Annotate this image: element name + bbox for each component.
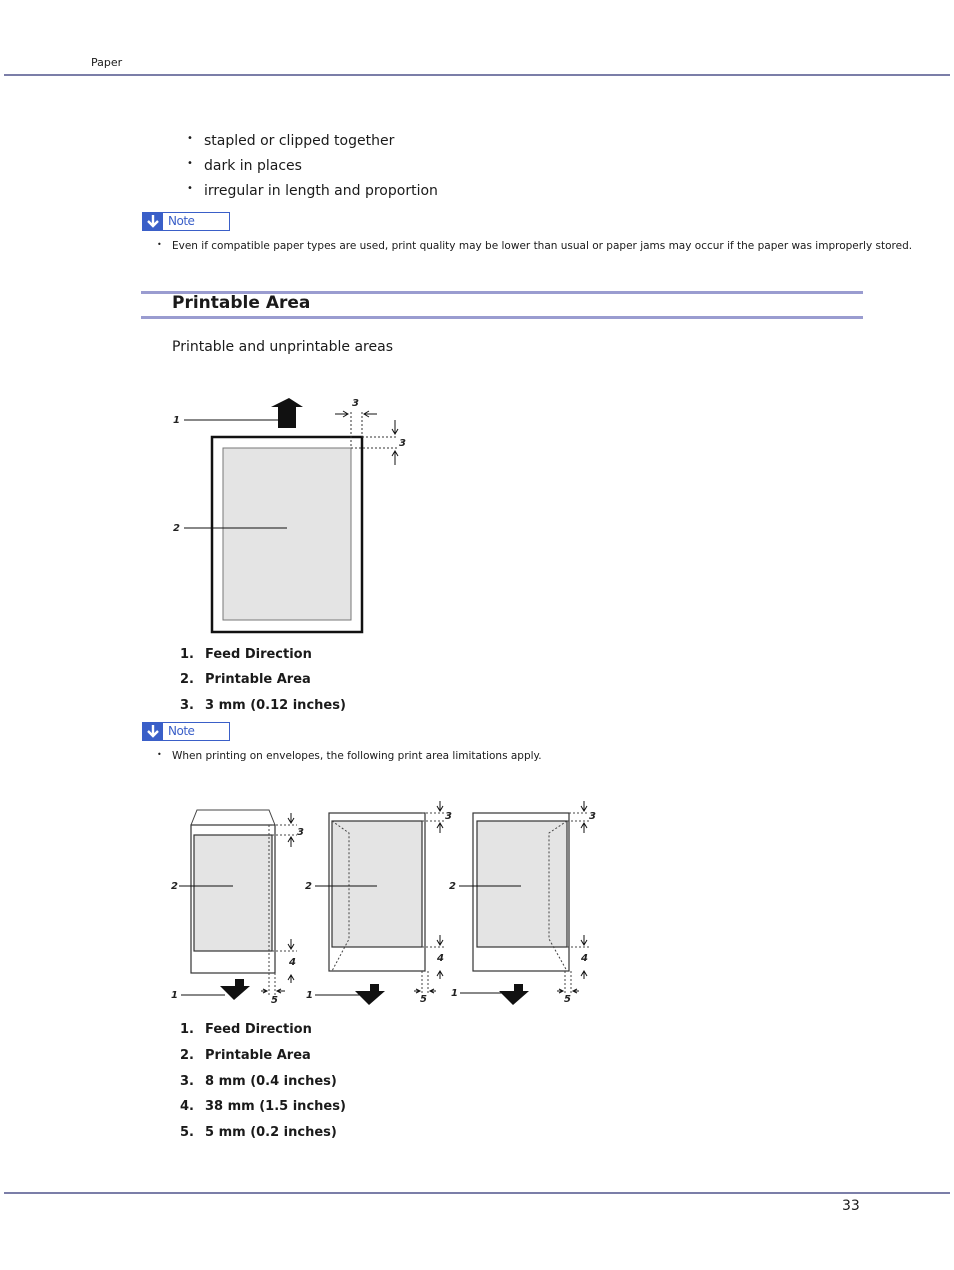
legend-number: 1.	[180, 1022, 194, 1037]
legend-label: Printable Area	[205, 1048, 311, 1063]
bullet-text: dark in places	[204, 158, 302, 174]
running-header: Paper	[91, 56, 123, 69]
header-rule	[4, 74, 950, 76]
callout-3: 3	[589, 811, 596, 822]
bullet-dot: •	[157, 750, 162, 759]
down-arrow-icon	[143, 213, 163, 230]
printable-area	[223, 448, 351, 620]
feed-direction-arrow-icon	[220, 979, 250, 1000]
legend-label: Feed Direction	[205, 1022, 312, 1037]
legend-number: 1.	[180, 647, 194, 662]
callout-5: 5	[564, 994, 571, 1005]
legend-label: 38 mm (1.5 inches)	[205, 1099, 346, 1114]
legend-label: Printable Area	[205, 672, 311, 687]
bullet-text: stapled or clipped together	[204, 133, 395, 149]
callout-4: 4	[437, 953, 444, 964]
callout-2: 2	[171, 881, 178, 892]
note-icon	[142, 212, 230, 231]
bullet-dot: •	[187, 133, 193, 144]
envelope-diagram	[449, 801, 596, 1005]
callout-2: 2	[305, 881, 312, 892]
envelope-diagram	[305, 801, 452, 1005]
legend-label: 3 mm (0.12 inches)	[205, 698, 346, 713]
legend-number: 2.	[180, 672, 194, 687]
callout-2: 2	[449, 881, 456, 892]
section-rule-bottom	[141, 316, 863, 319]
callout-3: 3	[399, 438, 406, 449]
footer-rule	[4, 1192, 950, 1194]
bullet-dot: •	[187, 183, 193, 194]
callout-2: 2	[173, 523, 180, 534]
callout-4: 4	[581, 953, 588, 964]
legend-number: 5.	[180, 1125, 194, 1140]
bullet-dot: •	[157, 240, 162, 249]
callout-1: 1	[306, 990, 313, 1001]
callout-3: 3	[352, 398, 359, 409]
bullet-text: irregular in length and proportion	[204, 183, 438, 199]
note-label: Note	[168, 214, 195, 228]
bullet-dot: •	[187, 158, 193, 169]
note-icon	[142, 722, 230, 741]
legend-label: 8 mm (0.4 inches)	[205, 1074, 337, 1089]
callout-4: 4	[289, 957, 296, 968]
callout-1: 1	[171, 990, 178, 1001]
callout-1: 1	[451, 988, 458, 999]
section-title: Printable Area	[172, 293, 311, 313]
callout-5: 5	[271, 995, 278, 1006]
envelope-diagram	[171, 810, 304, 1006]
legend-label: 5 mm (0.2 inches)	[205, 1125, 337, 1140]
callout-1: 1	[173, 415, 180, 426]
note-label: Note	[168, 724, 195, 738]
feed-direction-arrow-icon	[499, 984, 529, 1005]
callout-3: 3	[297, 827, 304, 838]
legend-number: 4.	[180, 1099, 194, 1114]
section-intro: Printable and unprintable areas	[172, 339, 393, 355]
legend-label: Feed Direction	[205, 647, 312, 662]
note-text: Even if compatible paper types are used, print quality may be lower than usual or paper jams may occur if the paper was improperly stored.	[172, 240, 913, 252]
legend-number: 2.	[180, 1048, 194, 1063]
callout-3: 3	[445, 811, 452, 822]
legend-number: 3.	[180, 1074, 194, 1089]
page-number: 33	[842, 1198, 860, 1214]
callout-5: 5	[420, 994, 427, 1005]
envelope-printable-area-diagram	[165, 795, 605, 1015]
paper-printable-area-diagram	[165, 390, 425, 640]
legend-number: 3.	[180, 698, 194, 713]
down-arrow-icon	[143, 723, 163, 740]
note-text: When printing on envelopes, the following print area limitations apply.	[172, 750, 542, 762]
feed-direction-arrow-icon	[271, 398, 303, 428]
